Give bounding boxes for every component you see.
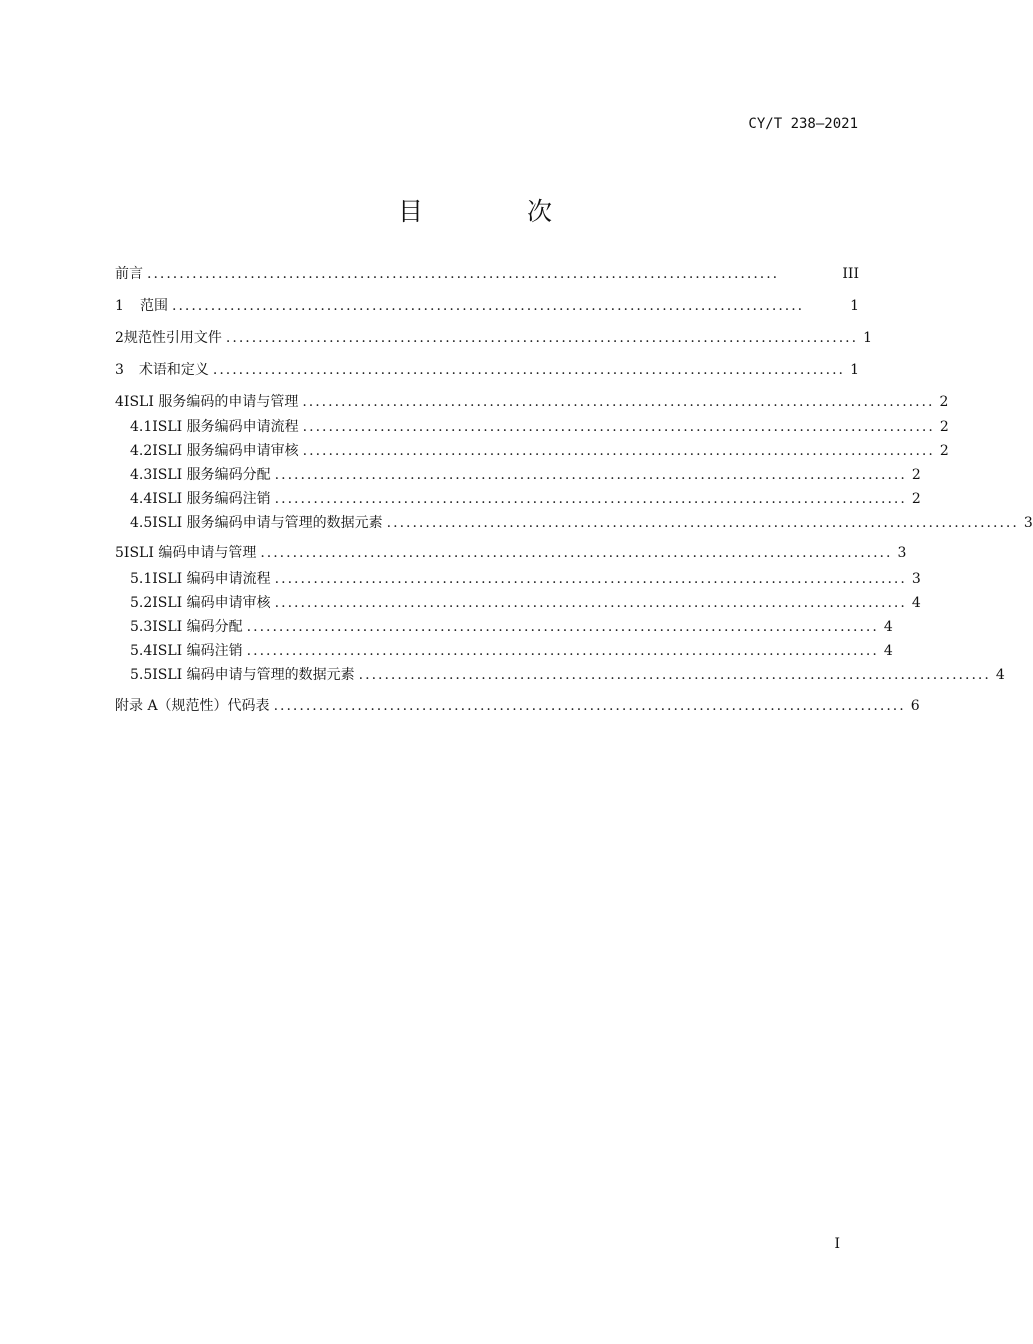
toc-entry-number: 5.3 — [130, 619, 153, 635]
toc-entry-2[interactable] — [115, 328, 873, 348]
toc-entry-preface[interactable] — [115, 264, 859, 284]
toc-entry-page: 6 — [910, 698, 920, 714]
page-number: I — [834, 1236, 840, 1252]
toc-entry-number: 1 — [115, 298, 124, 314]
toc-entry-5-4[interactable] — [115, 641, 893, 661]
toc-entry-number: 4 — [115, 394, 124, 410]
toc-entry-5-3[interactable] — [115, 617, 893, 637]
toc-entry-text: 前言 — [115, 266, 143, 282]
toc-leader: .................................................................................................. — [260, 545, 893, 561]
toc-entry-text: ISLI 服务编码分配 — [152, 467, 271, 483]
toc-leader: .................................................................................................. — [172, 298, 805, 314]
toc-entry-number: 5.1 — [130, 571, 153, 587]
toc-entry-text: 范围 — [140, 298, 168, 314]
toc-entry-page: 1 — [850, 362, 859, 378]
toc-entry-text: ISLI 编码注销 — [152, 643, 243, 659]
toc-entry-4-1[interactable] — [115, 417, 949, 437]
toc-entry-text: 术语和定义 — [138, 362, 209, 378]
standard-code: CY/T 238—2021 — [748, 116, 858, 132]
toc-entry-page: 2 — [939, 419, 949, 435]
toc-entry-number: 5 — [115, 545, 124, 561]
toc-leader: .................................................................................................. — [386, 515, 1019, 531]
toc-entry-page: 3 — [911, 571, 921, 587]
toc-entry-number: 4.2 — [130, 443, 153, 459]
toc-leader: .................................................................................................. — [358, 667, 991, 683]
toc-entry-text: ISLI 编码申请与管理 — [123, 545, 257, 561]
page-title: 目 次 — [398, 197, 600, 226]
toc-entry-text: ISLI 编码申请流程 — [152, 571, 271, 587]
toc-leader: .................................................................................................. — [246, 619, 879, 635]
toc-entry-number: 5.5 — [130, 667, 153, 683]
toc-entry-page: III — [842, 266, 859, 282]
toc-leader: .................................................................................................. — [274, 467, 907, 483]
toc-entry-page: 3 — [897, 545, 907, 561]
toc-leader: .................................................................................................. — [246, 643, 879, 659]
toc-leader: .................................................................................................. — [212, 362, 845, 378]
toc-entry-5[interactable] — [115, 543, 907, 563]
toc-leader: .................................................................................................. — [274, 595, 907, 611]
toc-entry-number: 3 — [115, 362, 124, 378]
toc-entry-5-1[interactable] — [115, 569, 921, 589]
toc-entry-4-2[interactable] — [115, 441, 949, 461]
toc-entry-4[interactable] — [115, 392, 949, 412]
toc-leader: .................................................................................................. — [274, 491, 907, 507]
toc-entry-4-5[interactable] — [115, 513, 1033, 533]
toc-entry-number: 4.3 — [130, 467, 153, 483]
toc-entry-page: 4 — [911, 595, 921, 611]
toc-entry-text: ISLI 服务编码注销 — [152, 491, 271, 507]
toc-entry-text: 附录 A（规范性）代码表 — [115, 698, 270, 714]
toc-entry-number: 4.4 — [130, 491, 153, 507]
toc-entry-5-5[interactable] — [115, 665, 1005, 685]
toc-entry-text: ISLI 编码分配 — [152, 619, 243, 635]
toc-entry-text: ISLI 服务编码的申请与管理 — [123, 394, 299, 410]
toc-entry-page: 2 — [939, 394, 949, 410]
toc-entry-text: ISLI 编码申请与管理的数据元素 — [152, 667, 355, 683]
toc-entry-number: 4.5 — [130, 515, 153, 531]
toc-entry-text: ISLI 服务编码申请与管理的数据元素 — [152, 515, 383, 531]
toc-entry-number: 4.1 — [130, 419, 153, 435]
toc-entry-number: 5.2 — [130, 595, 153, 611]
toc-entry-1[interactable] — [115, 296, 859, 316]
toc-entry-page: 4 — [883, 643, 893, 659]
toc-leader: .................................................................................................. — [147, 266, 780, 282]
toc-entry-page: 2 — [911, 491, 921, 507]
toc-entry-page: 3 — [1023, 515, 1033, 531]
toc-entry-text: ISLI 编码申请审核 — [152, 595, 271, 611]
toc-entry-4-4[interactable] — [115, 489, 921, 509]
toc-entry-page: 2 — [939, 443, 949, 459]
toc-entry-number: 5.4 — [130, 643, 153, 659]
toc-entry-4-3[interactable] — [115, 465, 921, 485]
toc-entry-annex-a[interactable] — [115, 696, 920, 716]
toc-entry-page: 2 — [911, 467, 921, 483]
toc-entry-number: 2 — [115, 330, 124, 346]
toc-entry-5-2[interactable] — [115, 593, 921, 613]
toc-entry-text: ISLI 服务编码申请流程 — [152, 419, 299, 435]
toc-entry-page: 1 — [863, 330, 873, 346]
toc-entry-page: 1 — [850, 298, 859, 314]
toc-leader: .................................................................................................. — [302, 443, 935, 459]
toc-leader: .................................................................................................. — [225, 330, 859, 346]
toc-leader: .................................................................................................. — [274, 571, 907, 587]
toc-entry-page: 4 — [995, 667, 1005, 683]
toc-entry-3[interactable] — [115, 360, 859, 380]
toc-entry-text: ISLI 服务编码申请审核 — [152, 443, 299, 459]
toc-leader: .................................................................................................. — [302, 394, 935, 410]
toc-leader: .................................................................................................. — [273, 698, 906, 714]
toc-entry-page: 4 — [883, 619, 893, 635]
toc-leader: .................................................................................................. — [302, 419, 935, 435]
toc-entry-text: 规范性引用文件 — [123, 330, 222, 346]
